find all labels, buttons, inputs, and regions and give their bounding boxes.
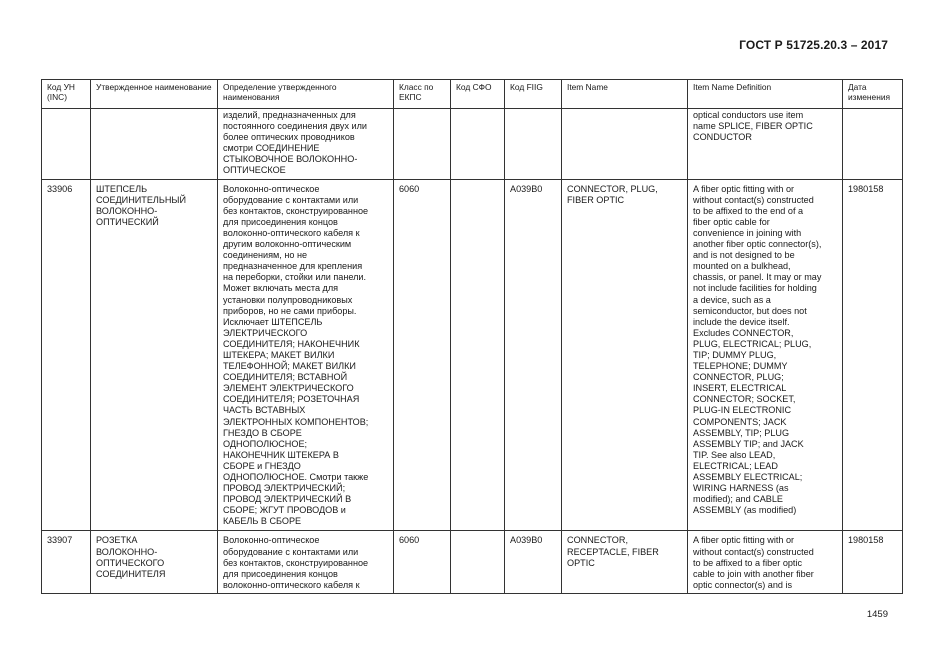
- cell-approved-name: [91, 109, 218, 180]
- header-change-date: Дата изменения: [843, 80, 903, 109]
- header-fiig-code: Код FIIG: [505, 80, 562, 109]
- header-ekps-class: Класс по ЕКПС: [394, 80, 451, 109]
- cell-definition: изделий, предназначенных для постоянного соединения двух или более оптических проводников смотри СОЕДИНЕНИЕ СТЫКОВОЧНОЕ ВОЛОКОННО- ОПТИЧЕСКОЕ: [218, 109, 394, 180]
- cell-change-date: 1980158: [843, 531, 903, 593]
- cell-change-date: [843, 109, 903, 180]
- cell-sfo-code: [451, 109, 505, 180]
- table-row: [42, 109, 903, 180]
- page-number: 1459: [866, 609, 888, 620]
- cell-code-un: 33907: [42, 531, 91, 593]
- cell-ekps-class: 6060: [394, 179, 451, 531]
- cell-change-date: 1980158: [843, 179, 903, 531]
- cell-sfo-code: [451, 179, 505, 531]
- header-item-name-definition: Item Name Definition: [688, 80, 843, 109]
- cell-approved-name: ШТЕПСЕЛЬ СОЕДИНИТЕЛЬНЫЙ ВОЛОКОННО- ОПТИЧЕСКИЙ: [91, 179, 218, 531]
- cell-item-name: CONNECTOR, RECEPTACLE, FIBER OPTIC: [562, 531, 688, 593]
- cell-definition: Волоконно-оптическое оборудование с контактами или без контактов, сконструированное для присоединения концов волоконно-оптического кабеля к другим волоконно-оптическим соединениям, но не предназначенное для крепления на переборки, стойки или панели. Может включать места для установки полупроводниковых приборов, но не сами приборы. Исключает ШТЕПСЕЛЬ ЭЛЕКТРИЧЕСКОГО СОЕДИНИТЕЛЯ; НАКОНЕЧНИК ШТЕКЕРА; МАКЕТ ВИЛКИ ТЕЛЕФОННОЙ; МАКЕТ ВИЛКИ СОЕДИНИТЕЛЯ; ВСТАВНОЙ ЭЛЕМЕНТ ЭЛЕКТРИЧЕСКОГО СОЕДИНИТЕЛЯ; РОЗЕТОЧНАЯ ЧАСТЬ ВСТАВНЫХ ЭЛЕКТРОННЫХ КОМПОНЕНТОВ; ГНЕЗДО В СБОРЕ ОДНОПОЛЮСНОЕ; НАКОНЕЧНИК ШТЕКЕРА В СБОРЕ и ГНЕЗДО ОДНОПОЛЮСНОЕ. Смотри также ПРОВОД ЭЛЕКТРИЧЕСКИЙ; ПРОВОД ЭЛЕКТРИЧЕСКИЙ В СБОРЕ; ЖГУТ ПРОВОДОВ и КАБЕЛЬ В СБОРЕ: [218, 179, 394, 531]
- cell-item-name-definition: A fiber optic fitting with or without contact(s) constructed to be affixed to a fiber optic cable to join with another fiber optic connector(s) and is: [688, 531, 843, 593]
- cell-ekps-class: 6060: [394, 531, 451, 593]
- cell-item-name-definition: optical conductors use item name SPLICE, FIBER OPTIC CONDUCTOR: [688, 109, 843, 180]
- cell-ekps-class: [394, 109, 451, 180]
- cell-approved-name: РОЗЕТКА ВОЛОКОННО- ОПТИЧЕСКОГО СОЕДИНИТЕЛЯ: [91, 531, 218, 593]
- cell-item-name-definition: A fiber optic fitting with or without contact(s) constructed to be affixed to the end of a fiber optic cable for convenience in joining with another fiber optic connector(s), and is not designed to be mounted on a bulkhead, chassis, or panel. It may or may not include facilities for holding a device, such as a semiconductor, but does not include the device itself. Excludes CONNECTOR, PLUG, ELECTRICAL; PLUG, TIP; DUMMY PLUG, TELEPHONE; DUMMY CONNECTOR, PLUG; INSERT, ELECTRICAL CONNECTOR; SOCKET, PLUG-IN ELECTRONIC COMPONENTS; JACK ASSEMBLY, TIP; PLUG ASSEMBLY TIP; and JACK TIP. See also LEAD, ELECTRICAL; LEAD ASSEMBLY ELECTRICAL; WIRING HARNESS (as modified); and CABLE ASSEMBLY (as modified): [688, 179, 843, 531]
- cell-code-un: 33906: [42, 179, 91, 531]
- header-sfo-code: Код СФО: [451, 80, 505, 109]
- document-standard-number: ГОСТ Р 51725.20.3 – 2017: [739, 38, 888, 52]
- cell-fiig-code: A039B0: [505, 179, 562, 531]
- cell-fiig-code: [505, 109, 562, 180]
- cell-code-un: [42, 109, 91, 180]
- header-code-un: Код УН (INC): [42, 80, 91, 109]
- header-definition: Определение утвержденного наименования: [218, 80, 394, 109]
- cell-fiig-code: A039B0: [505, 531, 562, 593]
- header-approved-name: Утвержденное наименование: [91, 80, 218, 109]
- header-item-name: Item Name: [562, 80, 688, 109]
- classification-table: [41, 79, 903, 594]
- cell-item-name: CONNECTOR, PLUG, FIBER OPTIC: [562, 179, 688, 531]
- table-header-row: [42, 80, 903, 109]
- cell-definition: Волоконно-оптическое оборудование с контактами или без контактов, сконструированное для присоединения концов волоконно-оптического кабеля к: [218, 531, 394, 593]
- table-row: [42, 179, 903, 531]
- table-row: [42, 531, 903, 593]
- cell-item-name: [562, 109, 688, 180]
- cell-sfo-code: [451, 531, 505, 593]
